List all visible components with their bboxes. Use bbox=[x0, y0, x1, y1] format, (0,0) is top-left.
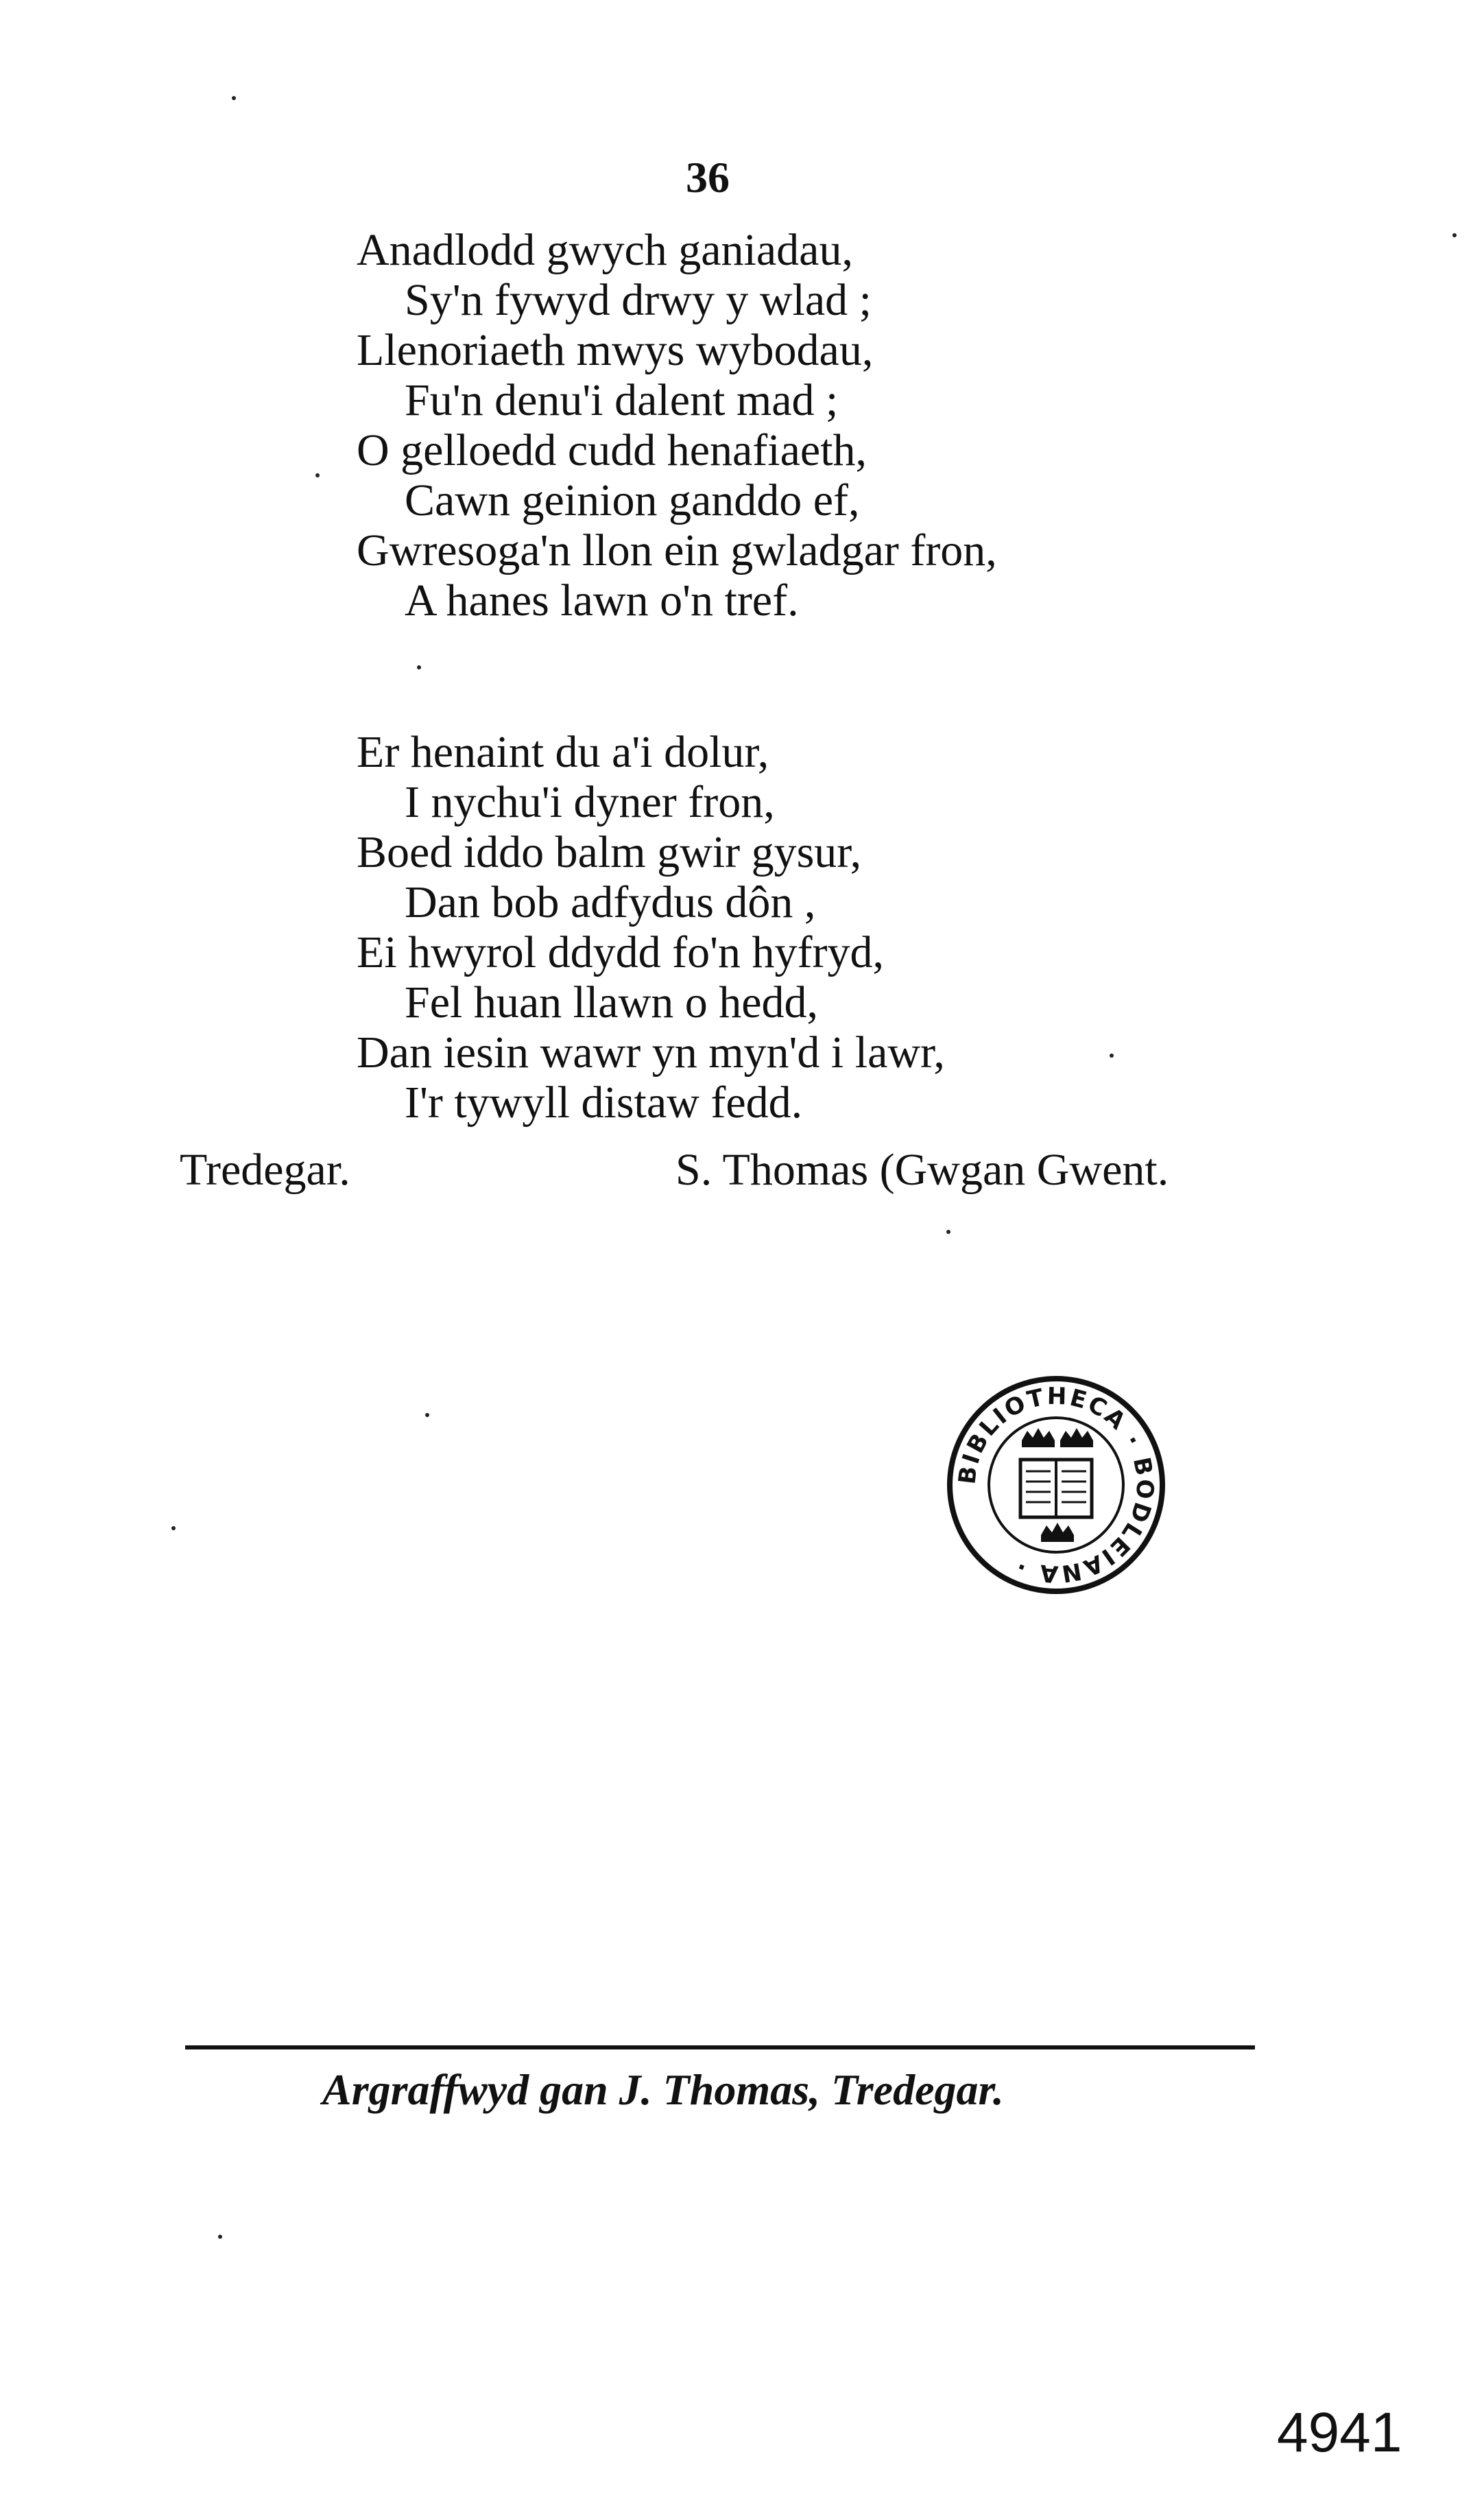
page-number: 36 bbox=[686, 153, 730, 202]
verse-line: Ei hwyrol ddydd fo'n hyfryd, bbox=[357, 927, 884, 977]
signature-place: Tredegar. bbox=[180, 1145, 350, 1195]
printer-imprint: Argraffwyd gan J. Thomas, Tredegar. bbox=[322, 2065, 1004, 2114]
verse-line: Fel huan llawn o hedd, bbox=[405, 977, 819, 1027]
verse-line: O gelloedd cudd henafiaeth, bbox=[357, 425, 867, 475]
verse-line: Boed iddo balm gwir gysur, bbox=[357, 827, 862, 877]
scan-speck bbox=[417, 665, 421, 669]
scan-speck bbox=[1110, 1054, 1114, 1058]
stamp-ring-text: BIBLIOTHECA · BODLEIANA · bbox=[953, 1382, 1159, 1588]
verse-line: I nychu'i dyner fron, bbox=[405, 777, 775, 827]
verse-line: Dan iesin wawr yn myn'd i lawr, bbox=[357, 1027, 945, 1078]
signature-author: S. Thomas (Gwgan Gwent. bbox=[675, 1145, 1169, 1195]
verse-line: A hanes lawn o'n tref. bbox=[405, 575, 799, 626]
scan-speck bbox=[1452, 233, 1457, 237]
verse-line: Er henaint du a'i dolur, bbox=[357, 727, 769, 777]
stanza-2 bbox=[357, 727, 945, 1128]
verse-line: Sy'n fywyd drwy y wlad ; bbox=[405, 275, 872, 325]
scan-speck bbox=[171, 1526, 176, 1530]
verse-line: Anadlodd gwych ganiadau, bbox=[357, 225, 853, 275]
stanza-1 bbox=[357, 225, 997, 626]
scan-speck bbox=[218, 2235, 222, 2239]
verse-line: Cawn geinion ganddo ef, bbox=[405, 475, 860, 525]
verse-line: Llenoriaeth mwys wybodau, bbox=[357, 325, 874, 375]
verse-line: Gwresoga'n llon ein gwladgar fron, bbox=[357, 525, 997, 575]
scan-speck bbox=[946, 1230, 950, 1234]
verse-line: I'r tywyll distaw fedd. bbox=[405, 1078, 803, 1128]
scan-speck bbox=[425, 1413, 429, 1417]
footer-rule bbox=[185, 2045, 1255, 2049]
scan-speck bbox=[232, 96, 236, 100]
verse-line: Dan bob adfydus dôn , bbox=[405, 877, 816, 927]
verse-line: Fu'n denu'i dalent mad ; bbox=[405, 375, 839, 425]
scan-speck bbox=[315, 473, 320, 477]
shelfmark-number: 4941 bbox=[1277, 2401, 1402, 2464]
bodleian-library-stamp-icon bbox=[946, 1372, 1166, 1598]
